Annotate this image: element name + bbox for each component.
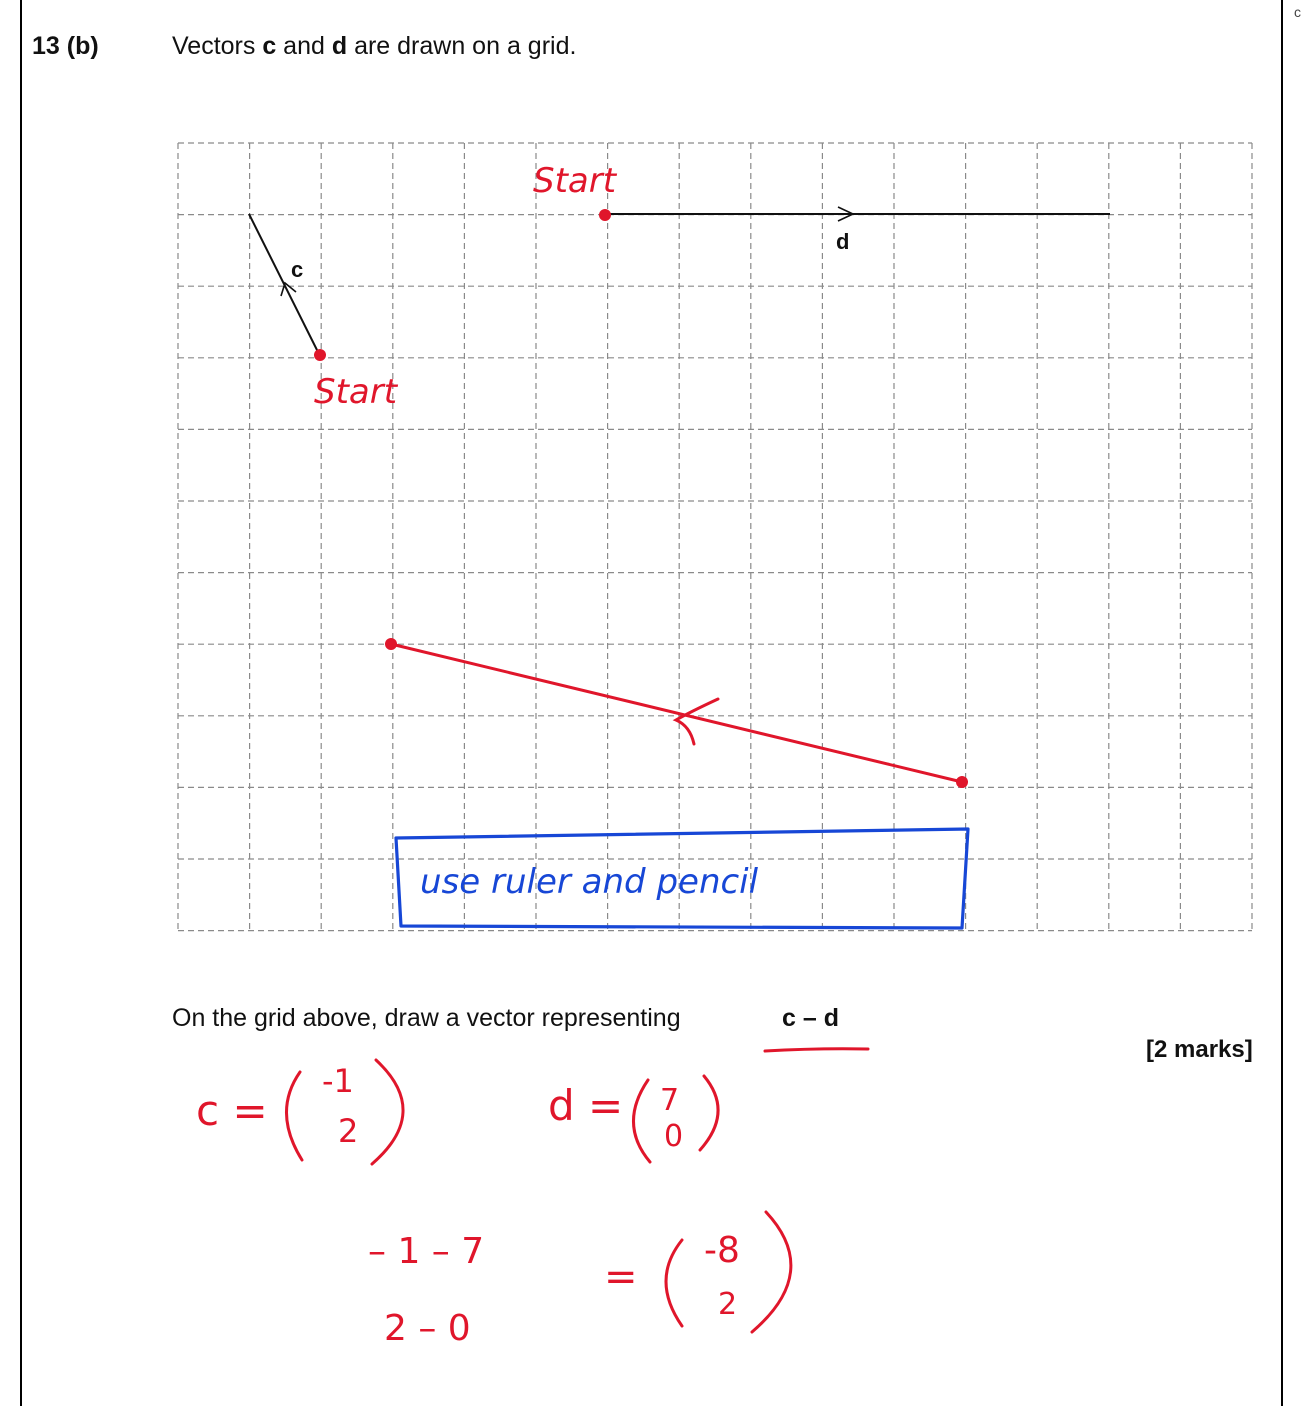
result-bottom: 2 (718, 1287, 738, 1322)
question-text: Vectors c and d are drawn on a grid. (172, 32, 577, 60)
d-top: 7 (660, 1083, 680, 1118)
note-box (396, 829, 968, 928)
d-equals: d = (548, 1081, 624, 1130)
vector-c (249, 214, 320, 356)
start-label-top: Start (533, 161, 617, 201)
answer-start-dot (385, 638, 397, 650)
c-column-vector (196, 1060, 403, 1164)
working-bottom: 2 – 0 (384, 1308, 471, 1349)
vector-d-label: d (836, 229, 850, 254)
c-equals: c = (196, 1086, 268, 1135)
c-top: -1 (322, 1062, 354, 1100)
start-label-left: Start (314, 372, 398, 412)
start-dot-d (599, 209, 611, 221)
square-grid (178, 143, 1252, 931)
working-equals: = (604, 1254, 638, 1300)
marks-label: [2 marks] (1146, 1036, 1253, 1063)
d-bottom: 0 (664, 1119, 684, 1154)
d-column-vector (548, 1076, 718, 1162)
answer-vector (385, 638, 968, 788)
answer-end-dot (956, 776, 968, 788)
target-expression: c – d (782, 1004, 839, 1032)
vector-c-label: c (291, 257, 304, 282)
result-column-vector (666, 1212, 791, 1332)
working-top: – 1 – 7 (368, 1231, 485, 1272)
question-number: 13 (b) (32, 32, 99, 60)
c-bottom: 2 (338, 1112, 359, 1150)
corner-mark: c (1294, 4, 1301, 20)
start-dot-c (314, 349, 326, 361)
instruction-text: On the grid above, draw a vector representing (172, 1004, 681, 1032)
expression-underline (765, 1049, 868, 1051)
note-text: use ruler and pencil (420, 862, 759, 902)
vector-d (605, 207, 1110, 254)
result-top: -8 (704, 1230, 740, 1271)
